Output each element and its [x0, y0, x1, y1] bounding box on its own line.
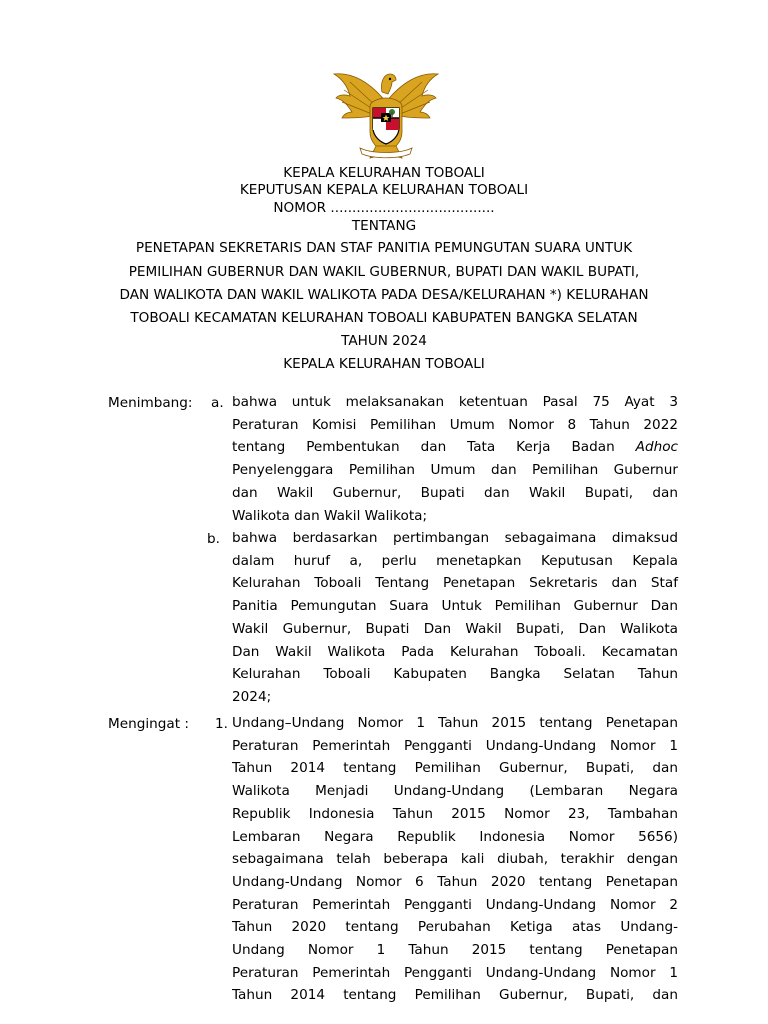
text-line: [232, 436, 678, 459]
text-line: Kelurahan Toboali Kabupaten Bangka Selatan Tahun: [232, 666, 678, 683]
text-line: Walikota dan Wakil Walikota;: [232, 507, 428, 524]
menimbang-b-paragraph: [232, 527, 678, 709]
mengingat-1-paragraph: [232, 712, 678, 1007]
text-line: Panitia Pemungutan Suara Untuk Pemilihan Gubernur Dan: [232, 598, 678, 615]
text-segment: tentang Pembentukan dan Tata Kerja Badan: [232, 439, 636, 456]
tentang-label: TENTANG: [351, 218, 417, 234]
text-line: dalam huruf a, perlu menetapkan Keputusan Kepala: [232, 552, 678, 569]
text-line: bahwa berdasarkan pertimbangan sebagaimana dimaksud: [232, 530, 678, 546]
subject-line: TOBOALI KECAMATAN KELURAHAN TOBOALI KABUPATEN BANGKA SELATAN: [130, 310, 638, 326]
text-line: Undang–Undang Nomor 1 Tahun 2015 tentang Penetapan: [232, 715, 678, 731]
subject-line: PENETAPAN SEKRETARIS DAN STAF PANITIA PEMUNGUTAN SUARA UNTUK: [135, 240, 633, 256]
text-line: Peraturan Komisi Pemilihan Umum Nomor 8 Tahun 2022: [232, 416, 678, 433]
text-line: bahwa untuk melaksanakan ketentuan Pasal 75 Ayat 3: [232, 394, 678, 410]
menimbang-label: Menimbang:: [108, 395, 193, 411]
closing-heading: KEPALA KELURAHAN TOBOALI: [283, 356, 485, 372]
subject-line: TAHUN 2024: [341, 333, 427, 349]
text-line: Republik Indonesia Tahun 2015 Nomor 23, Tambahan: [232, 805, 678, 822]
text-line: 2024;: [232, 688, 272, 705]
text-line: Dan Wakil Walikota Pada Kelurahan Toboali. Kecamatan: [232, 643, 678, 660]
text-line: Undang-Undang Nomor 6 Tahun 2020 tentang Penetapan: [232, 873, 678, 890]
italic-term: Adhoc: [635, 439, 678, 456]
text-line: dan Wakil Gubernur, Bupati dan Wakil Bupati, dan: [232, 484, 678, 501]
text-line: Lembaran Negara Republik Indonesia Nomor 5656): [232, 828, 678, 845]
text-line: Tahun 2014 tentang Pemilihan Gubernur, Bupati, dan: [232, 987, 678, 1004]
text-line: Tahun 2020 tentang Perubahan Ketiga atas Undang-: [232, 919, 678, 936]
text-line: sebagaimana telah beberapa kali diubah, terakhir dengan: [232, 851, 678, 868]
text-line: Peraturan Pemerintah Pengganti Undang-Undang Nomor 1: [232, 964, 678, 981]
text-line: Wakil Gubernur, Bupati Dan Wakil Bupati, Dan Walikota: [232, 620, 678, 637]
text-line: Peraturan Pemerintah Pengganti Undang-Undang Nomor 2: [232, 896, 678, 913]
item-letter: a.: [211, 395, 224, 411]
menimbang-a-paragraph: [232, 391, 678, 527]
item-number: 1.: [215, 716, 228, 732]
text-line: Penyelenggara Pemilihan Umum dan Pemilihan Gubernur: [232, 462, 678, 479]
subject-line: DAN WALIKOTA DAN WAKIL WALIKOTA PADA DESA/KELURAHAN *) KELURAHAN: [119, 287, 649, 303]
text-line: Peraturan Pemerintah Pengganti Undang-Undang Nomor 1: [232, 737, 678, 754]
subject-line: PEMILIHAN GUBERNUR DAN WAKIL GUBERNUR, BUPATI DAN WAKIL BUPATI,: [128, 264, 640, 280]
text-line: Walikota Menjadi Undang-Undang (Lembaran Negara: [232, 783, 678, 800]
text-line: Kelurahan Toboali Tentang Penetapan Sekretaris dan Staf: [232, 575, 678, 592]
office-name: KEPALA KELURAHAN TOBOALI: [283, 165, 485, 181]
item-letter: b.: [207, 531, 220, 547]
decree-number: NOMOR ......................................: [273, 200, 495, 216]
mengingat-label: Mengingat :: [108, 716, 189, 732]
text-line: Tahun 2014 tentang Pemilihan Gubernur, Bupati, dan: [232, 760, 678, 777]
text-line: Undang Nomor 1 Tahun 2015 tentang Penetapan: [232, 942, 678, 959]
decree-title: KEPUTUSAN KEPALA KELURAHAN TOBOALI: [239, 182, 529, 198]
garuda-emblem-icon: [330, 62, 442, 162]
